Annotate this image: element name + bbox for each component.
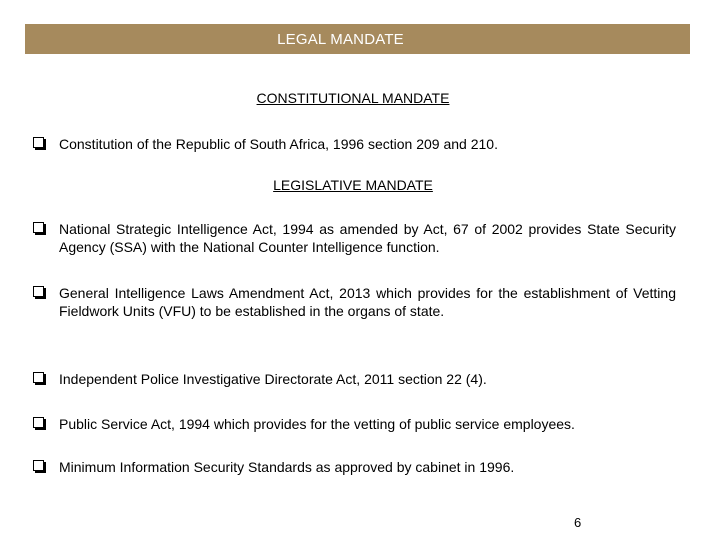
bullet-ipid	[33, 370, 676, 388]
checkbox-bullet-icon	[33, 222, 44, 233]
bullet-text: Minimum Information Security Standards as approved by cabinet in 1996.	[59, 459, 515, 475]
bullet-text: Independent Police Investigative Directorate Act, 2011 section 22 (4).	[59, 371, 487, 387]
bullet-gilaa	[33, 284, 676, 320]
bullet-text: General Intelligence Laws Amendment Act, 2013 which provides for the establishment of Vetting Fieldwork Units (VFU) to be established in the organs of state.	[59, 285, 676, 319]
bullet-text: Public Service Act, 1994 which provides for the vetting of public service employees.	[59, 416, 575, 432]
checkbox-bullet-icon	[33, 137, 44, 148]
bullet-text: National Strategic Intelligence Act, 1994 as amended by Act, 67 of 2002 provides State Security Agency (SSA) with the National Counter Intelligence function.	[59, 221, 676, 255]
bullet-miss	[33, 458, 676, 476]
banner-title: LEGAL MANDATE	[277, 30, 404, 48]
constitutional-mandate-heading: CONSTITUTIONAL MANDATE	[256, 90, 450, 106]
page-number: 6	[574, 515, 582, 530]
checkbox-bullet-icon	[33, 286, 44, 297]
legislative-mandate-heading: LEGISLATIVE MANDATE	[273, 177, 433, 193]
bullet-text: Constitution of the Republic of South Africa, 1996 section 209 and 210.	[59, 136, 498, 152]
title-banner	[25, 24, 690, 54]
checkbox-bullet-icon	[33, 372, 44, 383]
bullet-nsia	[33, 220, 676, 256]
bullet-psa	[33, 415, 676, 433]
bullet-constitution	[33, 135, 676, 153]
checkbox-bullet-icon	[33, 460, 44, 471]
checkbox-bullet-icon	[33, 417, 44, 428]
